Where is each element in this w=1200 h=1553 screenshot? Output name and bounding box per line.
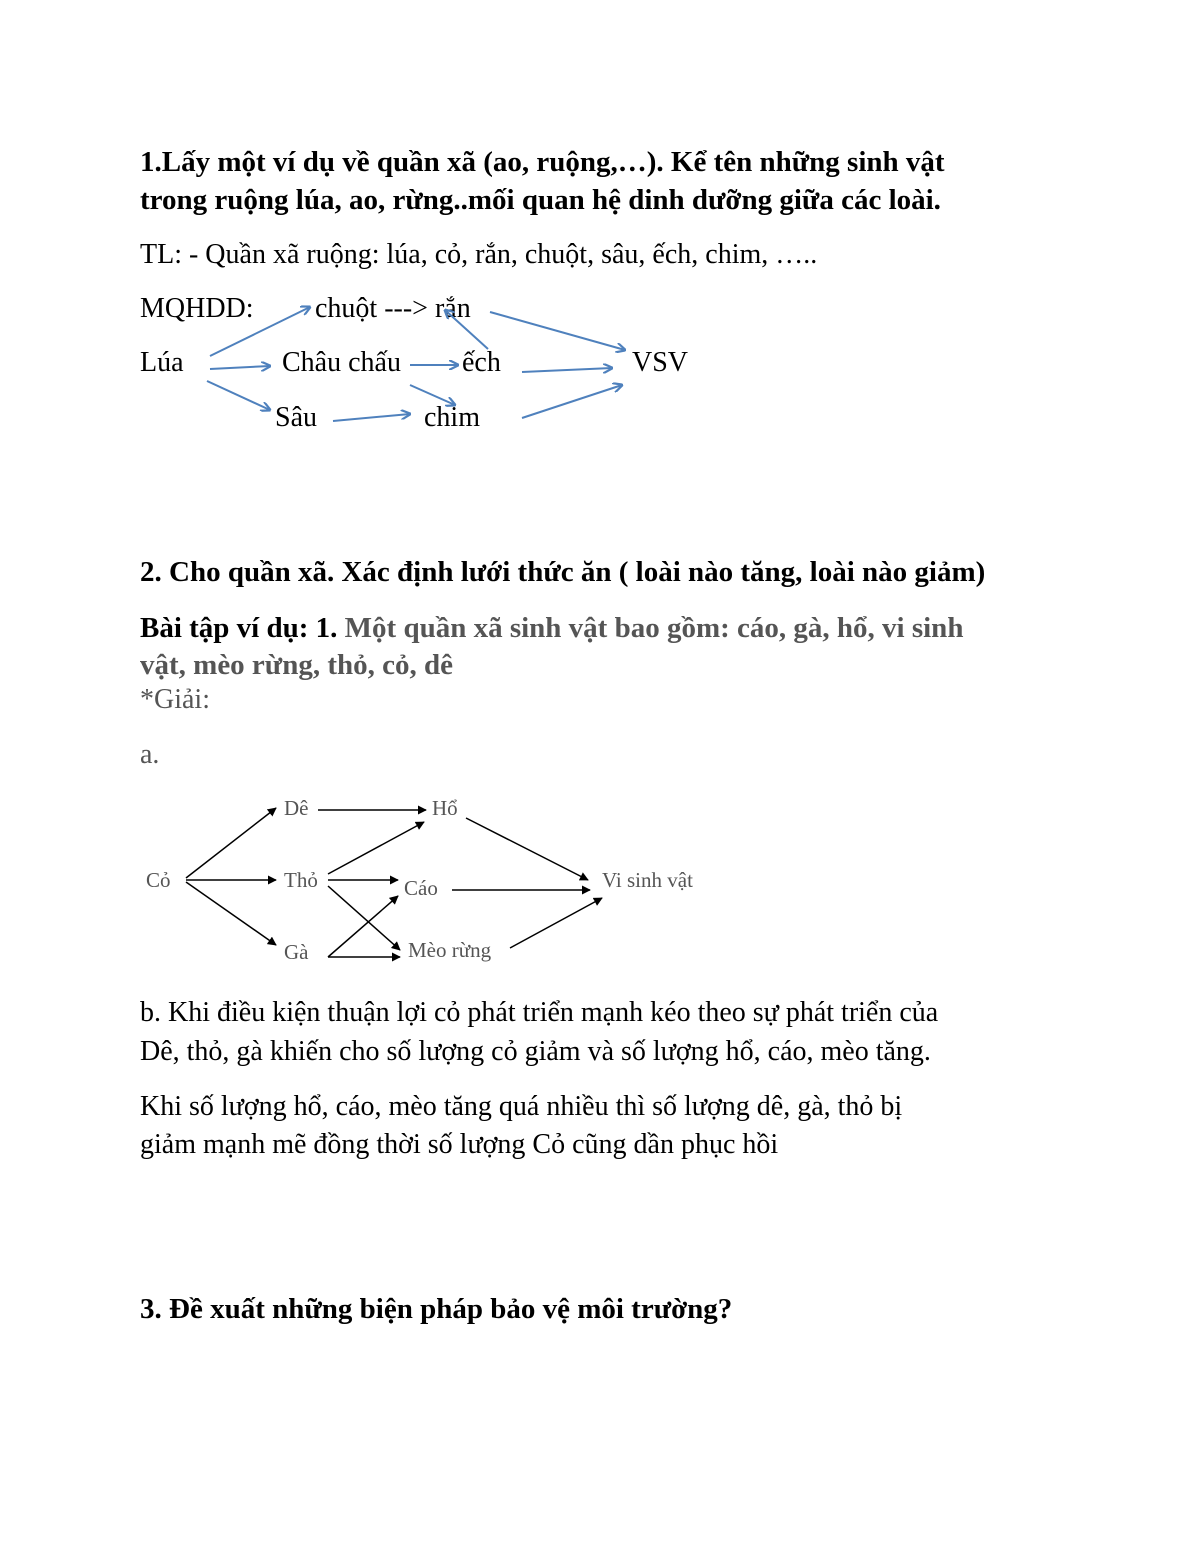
part-b-line1: b. Khi điều kiện thuận lợi cỏ phát triển mạnh kéo theo sự phát triển của [140, 997, 939, 1028]
food-chain-chim: chim [424, 402, 480, 433]
q3-title: 3. Đề xuất những biện pháp bảo vệ môi trường? [140, 1293, 733, 1325]
food-chain-sau: Sâu [275, 402, 317, 433]
web-node-vsv: Vi sinh vật [602, 868, 693, 892]
food-chain-arrows [0, 0, 1200, 480]
part-b-line2: Dê, thỏ, gà khiến cho số lượng cỏ giảm và số lượng hổ, cáo, mèo tăng. [140, 1036, 931, 1067]
food-web-diagram [0, 770, 1200, 980]
web-node-de: Dê [284, 796, 309, 820]
q1-answer: TL: - Quần xã ruộng: lúa, cỏ, rắn, chuột, sâu, ếch, chim, ….. [140, 239, 818, 270]
part-b-line4: giảm mạnh mẽ đồng thời số lượng Cỏ cũng dần phục hồi [140, 1129, 779, 1160]
web-node-meo: Mèo rừng [408, 938, 492, 962]
example-line2: vật, mèo rừng, thỏ, cỏ, dê [140, 649, 453, 681]
food-chain-vsv: VSV [632, 347, 689, 378]
part-a-label: a. [140, 739, 160, 770]
solution-label: *Giải: [140, 684, 210, 715]
web-node-ga: Gà [284, 940, 309, 964]
web-node-ho: Hổ [432, 796, 458, 820]
food-chain-chau-chau: Châu chấu [282, 347, 401, 378]
mqhdd-label: MQHDD: [140, 293, 254, 324]
q1-title-line1: 1.Lấy một ví dụ về quần xã (ao, ruộng,…). Kể tên những sinh vật [140, 146, 945, 178]
q2-title: 2. Cho quần xã. Xác định lưới thức ăn ( loài nào tăng, loài nào giảm) [140, 556, 986, 588]
food-chain-lua: Lúa [140, 347, 184, 378]
example-line1 [140, 609, 963, 647]
web-node-cao: Cáo [404, 876, 438, 900]
web-node-co: Cỏ [146, 868, 171, 892]
q1-title-line2: trong ruộng lúa, ao, rừng..mối quan hệ dinh dưỡng giữa các loài. [140, 184, 941, 216]
example-text: Một quần xã sinh vật bao gồm: cáo, gà, hổ, vi sinh [337, 612, 964, 644]
food-chain-chuot-ran: chuột ---> rắn [315, 293, 471, 324]
part-b-line3: Khi số lượng hổ, cáo, mèo tăng quá nhiều thì số lượng dê, gà, thỏ bị [140, 1091, 903, 1122]
food-chain-ech: ếch [462, 347, 501, 378]
example-prefix: Bài tập ví dụ: 1. [140, 612, 338, 644]
web-node-tho: Thỏ [284, 868, 318, 892]
